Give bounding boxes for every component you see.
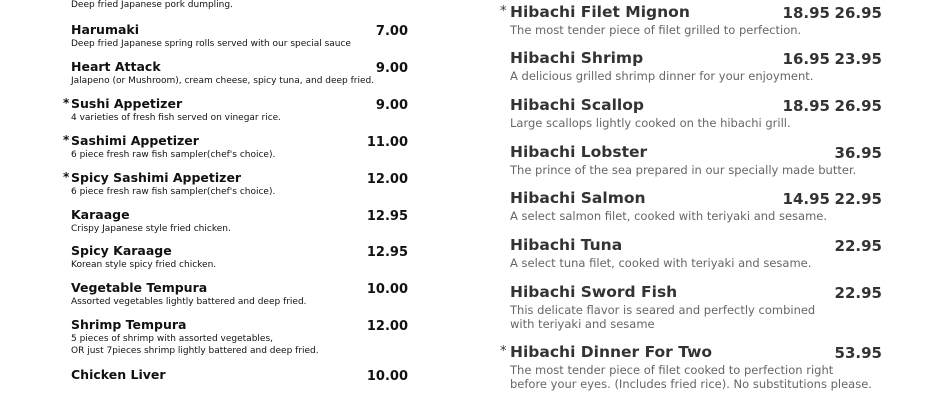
item-name: Sashimi Appetizer [71,133,199,148]
dinner-price: 53.95 [834,344,882,362]
dinner-price: 22.95 [834,284,882,302]
description-line: with teriyaki and sesame [510,317,655,331]
description-line: The most tender piece of filet cooked to perfection right [510,363,834,377]
item-name: Hibachi Dinner For Two [510,343,713,361]
item-name: Spicy Sashimi Appetizer [71,170,242,185]
item-name: Vegetable Tempura [71,280,208,295]
description-line: Large scallops lightly cooked on the hibachi grill. [510,116,791,130]
item-price: 11.00 [366,135,408,150]
item-name: Shrimp Tempura [71,317,187,332]
item-description [510,23,801,37]
description-line: 6 piece fresh raw fish sampler(chef's choice). [71,187,276,197]
star-marker: * [500,344,507,359]
item-price: 12.95 [366,209,408,224]
item-name: Hibachi Tuna [510,236,623,254]
dinner-price: 22.95 [834,190,882,208]
description-line: Assorted vegetables lightly battered and deep fried. [71,297,307,307]
item-name: Hibachi Sword Fish [510,283,678,301]
item-price: 12.00 [366,319,408,334]
lunch-price: 18.95 [782,4,830,22]
item-price: 9.00 [375,61,408,76]
item-description [510,163,856,177]
star-marker: * [63,96,70,110]
description-line: This delicate flavor is seared and perfectly combined [510,303,816,317]
description-line: A select tuna filet, cooked with teriyaki and sesame. [510,256,812,270]
description-line: Jalapeno (or Mushroom), cream cheese, spicy tuna, and deep fried. [71,76,375,86]
lunch-price: 16.95 [782,50,830,68]
item-price: 12.95 [366,245,408,260]
description-line: Deep fried Japanese spring rolls served with our special sauce [71,39,351,49]
description-line: 5 pieces of shrimp with assorted vegetables, [71,334,273,344]
item-description [510,256,811,270]
item-description [71,76,374,88]
description-line: The prince of the sea prepared in our specially made butter. [510,163,857,177]
description-line: 4 varieties of fresh fish served on vinegar rice. [71,113,282,123]
dinner-price: 23.95 [834,50,882,68]
item-price: 10.00 [366,369,408,384]
star-marker: * [63,133,70,147]
item-description [510,303,815,331]
star-marker: * [500,4,507,19]
item-description [510,209,827,223]
item-description [71,260,216,272]
dinner-price: 36.95 [834,144,882,162]
item-name: Sushi Appetizer [71,96,183,111]
description-line: OR just 7pieces shrimp lightly battered and deep fried. [71,345,319,356]
item-name: Spicy Karaage [71,243,172,258]
top-desc: Deep fried Japanese pork dumpling. [71,0,233,10]
item-price: 9.00 [375,98,408,113]
item-price: 12.00 [366,172,408,187]
item-description [71,297,307,309]
item-name: Harumaki [71,22,140,37]
item-name: Hibachi Lobster [510,143,648,161]
item-price: 7.00 [375,24,408,39]
item-description [71,334,319,357]
lunch-price: 14.95 [782,190,830,208]
item-description [510,363,872,391]
item-description [71,150,275,162]
description-line: Crispy Japanese style fried chicken. [71,224,231,234]
item-name: Heart Attack [71,59,161,74]
item-description [510,69,813,83]
item-name: Hibachi Shrimp [510,49,644,67]
star-marker: * [63,170,70,184]
lunch-price: 18.95 [782,97,830,115]
item-price: 10.00 [366,282,408,297]
dinner-price: 26.95 [834,4,882,22]
item-name: Hibachi Scallop [510,96,644,114]
item-description [71,224,231,236]
description-line: The most tender piece of filet grilled to perfection. [510,23,802,37]
description-line: A delicious grilled shrimp dinner for your enjoyment. [510,69,814,83]
dinner-price: 26.95 [834,97,882,115]
item-description [510,116,791,130]
dinner-price: 22.95 [834,237,882,255]
item-name: Hibachi Filet Mignon [510,3,690,21]
description-line: 6 piece fresh raw fish sampler(chef's choice). [71,150,276,160]
item-name: Hibachi Salmon [510,189,646,207]
description-line: A select salmon filet, cooked with teriyaki and sesame. [510,209,828,223]
item-description [71,113,281,125]
item-description [71,39,351,51]
description-line: before your eyes. (Includes fried rice). No substitutions please. [510,377,872,391]
item-name: Karaage [71,207,130,222]
description-line: Korean style spicy fried chicken. [71,260,217,270]
item-description [71,187,275,199]
item-name: Chicken Liver [71,367,166,382]
